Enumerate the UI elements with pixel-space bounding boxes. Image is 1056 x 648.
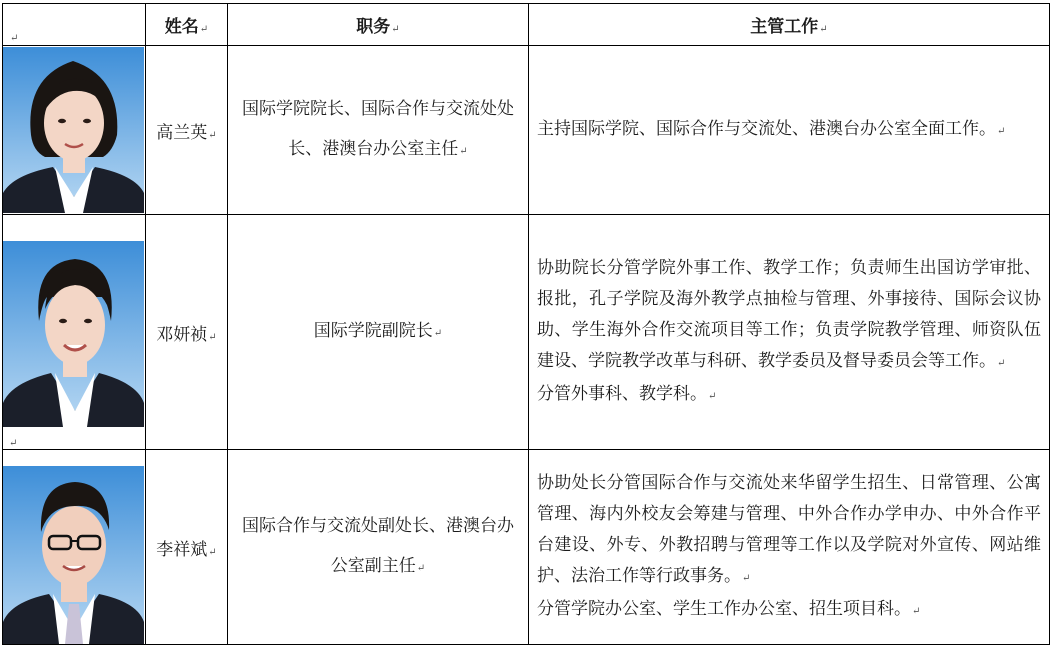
position-cell: 国际合作与交流处副处长、港澳台办公室副主任↵ (228, 450, 529, 645)
duties-cell: 主持国际学院、国际合作与交流处、港澳台办公室全面工作。↵ (529, 46, 1050, 215)
photo-cell (3, 450, 146, 645)
name-cell: 邓妍祯↵ (146, 215, 228, 450)
paragraph-mark-icon: ↵ (912, 605, 921, 617)
paragraph-mark-icon: ↵ (433, 327, 443, 339)
portrait-photo (3, 466, 144, 644)
name-cell: 李祥斌↵ (146, 450, 228, 645)
paragraph-mark-icon: ↵ (416, 562, 426, 574)
position-cell: 国际学院副院长↵ (228, 215, 529, 450)
table-row (3, 450, 1050, 645)
paragraph-mark-icon: ↵ (391, 24, 400, 35)
paragraph-mark-icon: ↵ (819, 24, 828, 35)
header-duties: 主管工作↵ (529, 4, 1050, 46)
portrait-photo (3, 241, 144, 427)
duties-cell: 协助院长分管学院外事工作、教学工作；负责师生出国访学审批、报批，孔子学院及海外教学点抽检与管理、外事接待、国际会议协助、学生海外合作交流项目等工作；负责学院教学管理、师资队伍建设、学院教学改革与科研、教学委员及督导委员会等工作。↵ 分管外事科、教学科。↵ (529, 215, 1050, 450)
paragraph-mark-icon: ↵ (997, 357, 1006, 369)
header-position: 职务↵ (228, 4, 529, 46)
paragraph-mark-icon: ↵ (742, 572, 751, 584)
paragraph-mark-icon: ↵ (208, 546, 217, 558)
paragraph-mark-icon: ↵ (708, 390, 717, 402)
header-name: 姓名↵ (146, 4, 228, 46)
portrait-photo (3, 47, 144, 213)
name-cell: 高兰英↵ (146, 46, 228, 215)
paragraph-mark-icon: ↵ (997, 125, 1006, 137)
photo-cell (3, 46, 146, 215)
position-cell: 国际学院院长、国际合作与交流处处长、港澳台办公室主任↵ (228, 46, 529, 215)
table-row (3, 46, 1050, 215)
duties-cell: 协助处长分管国际合作与交流处来华留学生招生、日常管理、公寓管理、海内外校友会筹建与管理、中外合作办学申办、中外合作平台建设、外专、外教招聘与管理等工作以及学院对外宣传、网站维护、法治工作等行政事务。↵ 分管学院办公室、学生工作办公室、招生项目科。↵ (529, 450, 1050, 645)
paragraph-mark-icon: ↵ (208, 331, 217, 343)
table-row (3, 215, 1050, 450)
photo-cell (3, 215, 146, 450)
paragraph-mark-icon: ↵ (199, 24, 209, 35)
paragraph-mark-icon: ↵ (9, 438, 18, 449)
header-row (3, 4, 1050, 46)
header-photo (3, 4, 146, 46)
paragraph-mark-icon: ↵ (459, 145, 468, 157)
paragraph-mark-icon: ↵ (10, 33, 19, 44)
staff-table (2, 3, 1050, 645)
paragraph-mark-icon: ↵ (208, 129, 217, 141)
